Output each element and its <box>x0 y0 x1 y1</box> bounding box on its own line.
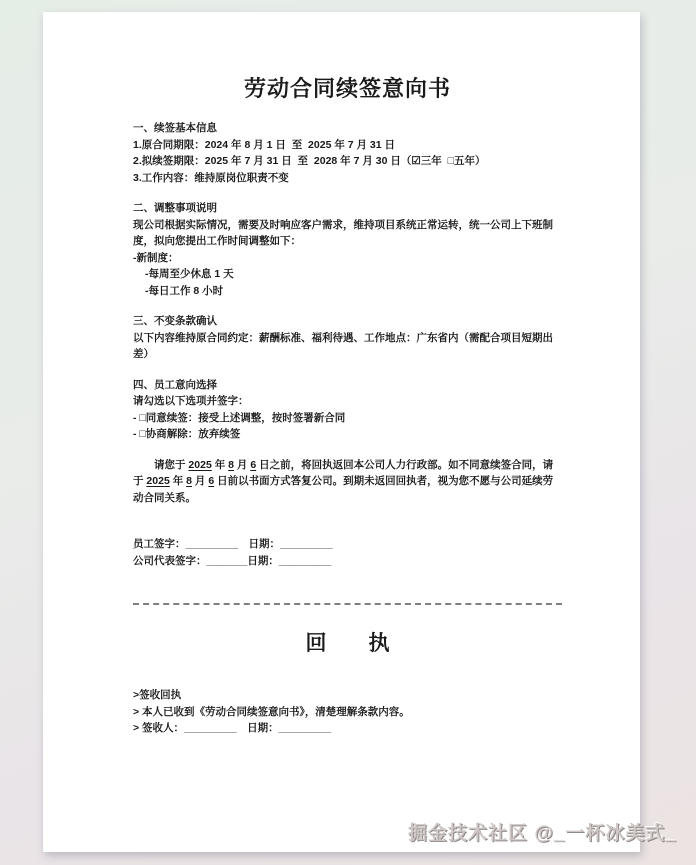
unchanged-paragraph: 以下内容维持原合同约定：薪酬标准、福利待遇、工作地点：广东省内（需配合项目短期出差） <box>133 331 553 360</box>
underlined-month: 8 <box>186 475 192 487</box>
signature-block <box>133 536 562 569</box>
return-notice-text: 日之前，将回执返回本公司人力行政部。如不同意续签合同，请于 <box>133 458 554 487</box>
work-content: 3.工作内容：维持原岗位职责不变 <box>133 171 289 184</box>
watermark-text: 掘金技术社区 @_一杯冰美式_ <box>408 823 677 844</box>
section-unchanged-terms <box>133 313 562 363</box>
company-signature-line: 公司代表签字：_______日期：_________ <box>133 554 332 567</box>
return-notice-text: 年 <box>211 458 229 471</box>
document-title: 劳动合同续签意向书 <box>243 76 451 101</box>
intention-instruction: 请勾选以下选项并签字： <box>133 395 249 407</box>
section-heading-unchanged: 三、不变条款确认 <box>133 315 217 327</box>
underlined-month: 8 <box>228 458 234 471</box>
receipt-header: >签收回执 <box>133 689 182 701</box>
underlined-day: 6 <box>208 475 215 487</box>
option-agree-renewal: - □同意续签：接受上述调整，按时签署新合同 <box>133 411 346 424</box>
receipt-title: 回 执 <box>305 632 390 655</box>
return-notice-text: 请您于 <box>154 458 189 471</box>
section-heading-basic: 一、续签基本信息 <box>133 122 217 134</box>
section-heading-adjustment: 二、调整事项说明 <box>133 202 217 214</box>
receipt-acknowledgement <box>133 704 562 721</box>
new-policy-label: -新制度： <box>133 251 179 264</box>
section-basic-info <box>133 120 562 186</box>
document-content <box>43 12 640 737</box>
return-notice-text: 月 <box>191 475 209 487</box>
tear-off-dashed-line <box>133 603 562 605</box>
policy-item-hours: -每日工作 8 小时 <box>145 284 224 297</box>
policy-item-rest: -每周至少休息 1 天 <box>145 268 234 280</box>
return-notice-text: 年 <box>169 475 187 487</box>
receipt-ack-text: ，清楚理解条款内容。 <box>304 705 410 718</box>
underlined-year: 2025 <box>146 475 170 487</box>
renewal-term-with-checkboxes: 2.拟续签期限：2025 年 7 月 31 日 至 2028 年 7 月 30 日（☑三年 □五年） <box>133 155 486 167</box>
underlined-year: 2025 <box>188 458 212 471</box>
section-heading-intention: 四、员工意向选择 <box>133 378 217 391</box>
receipt-ack-text: > 本人已收到 <box>133 705 195 718</box>
underlined-day: 6 <box>250 458 257 471</box>
option-terminate: - □协商解除：放弃续签 <box>133 428 241 440</box>
return-notice-paragraph <box>133 457 562 507</box>
section-adjustment <box>133 200 562 299</box>
document-name-reference: 《劳动合同续签意向书》 <box>194 705 305 718</box>
original-contract-term: 1.原合同期限：2024 年 8 月 1 日 至 2025 年 7 月 31 日 <box>133 138 396 151</box>
document-page <box>43 12 640 852</box>
section-employee-intention <box>133 377 562 443</box>
receipt-signature-line: > 签收人：_________ 日期：_________ <box>133 722 332 734</box>
return-notice-text: 日前以书面方式答复公司。到期未返回回执者，视为您不愿与公司延续劳动合同关系。 <box>133 475 554 504</box>
employee-signature-line: 员工签字：_________ 日期：_________ <box>133 538 333 550</box>
adjustment-paragraph: 现公司根据实际情况，需要及时响应客户需求，维持项目系统正常运转，统一公司上下班制度，拟向您提出工作时间调整如下： <box>133 218 553 247</box>
receipt-block <box>133 687 562 737</box>
return-notice-text: 月 <box>233 458 251 471</box>
